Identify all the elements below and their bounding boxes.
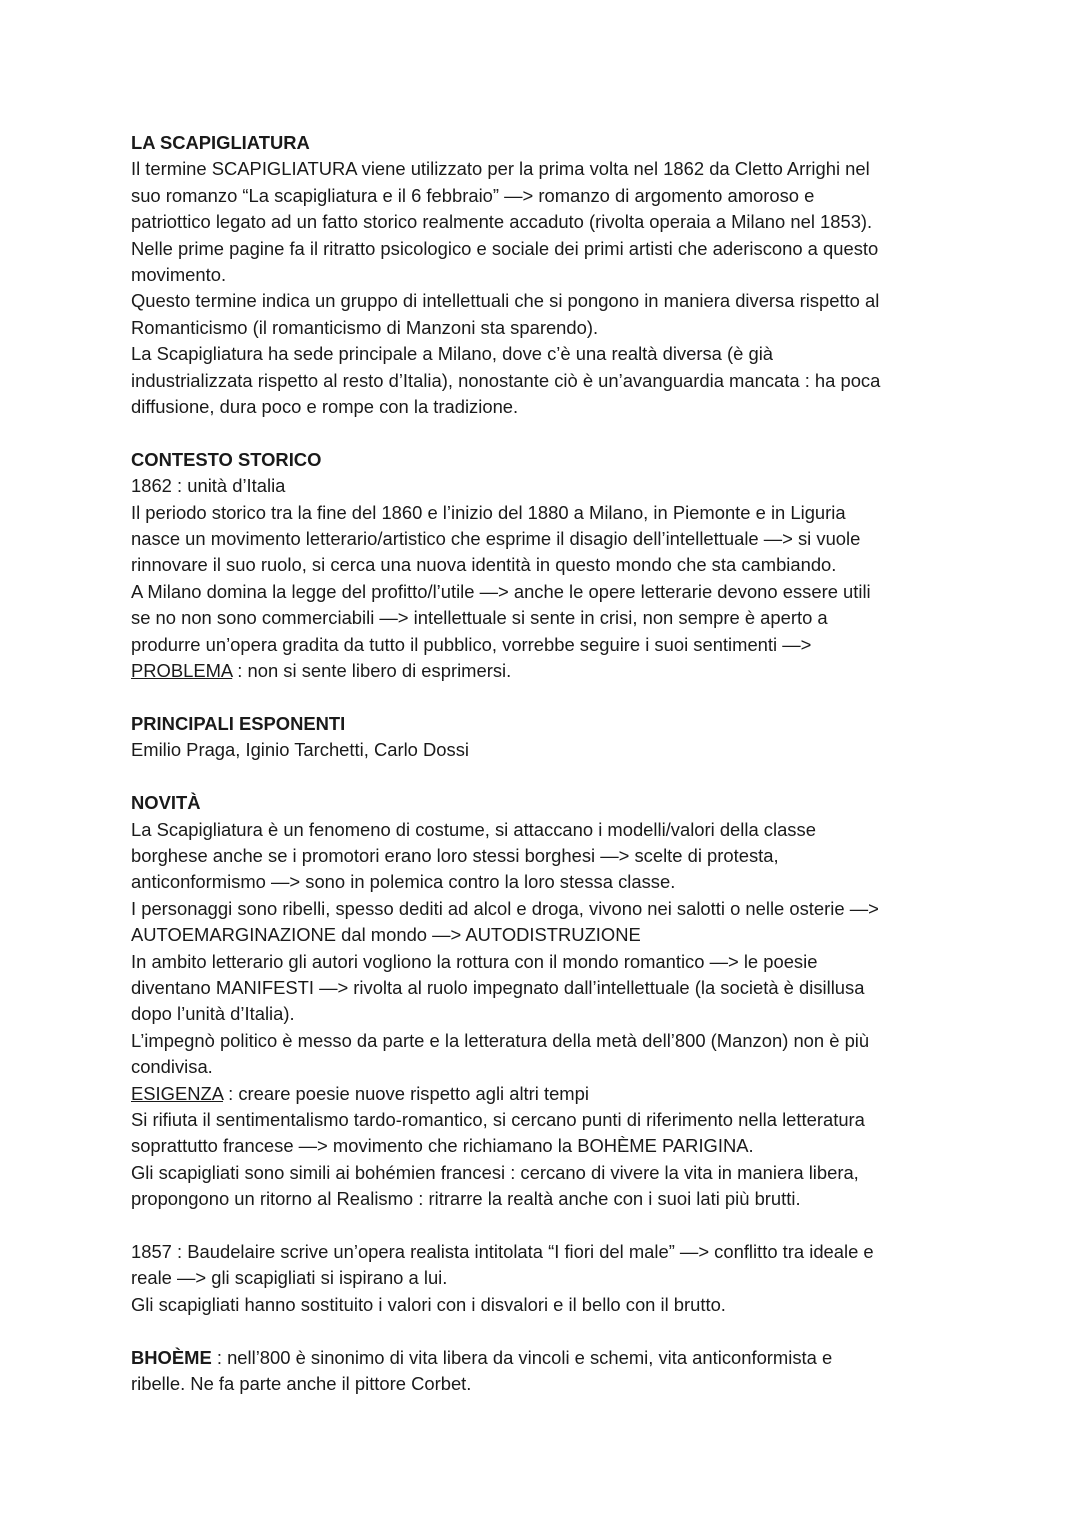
- paragraph-line: La Scapigliatura ha sede principale a Milano, dove c’è una realtà diversa (è già: [131, 343, 774, 365]
- paragraph-line: nasce un movimento letterario/artistico che esprime il disagio dell’intellettuale —> si vuole: [131, 528, 861, 550]
- heading-novita: NOVITÀ: [131, 792, 201, 814]
- paragraph-line: L’impegnò politico è messo da parte e la letteratura della metà dell’800 (Manzon) non è più: [131, 1029, 870, 1051]
- section-novita: [131, 790, 961, 1213]
- heading-principali-esponenti: PRINCIPALI ESPONENTI: [131, 712, 346, 734]
- paragraph-line: suo romanzo “La scapigliatura e il 6 febbraio” —> romanzo di argomento amoroso e: [131, 184, 815, 206]
- section-principali-esponenti: [131, 711, 961, 764]
- paragraph-line: Romanticismo (il romanticismo di Manzoni sta sparendo).: [131, 316, 599, 338]
- paragraph-line: ribelle. Ne fa parte anche il pittore Corbet.: [131, 1373, 472, 1395]
- paragraph-line: produrre un’opera gradita da tutto il pubblico, vorrebbe seguire i suoi sentimenti —>: [131, 633, 812, 655]
- paragraph-line: Si rifiuta il sentimentalismo tardo-romantico, si cercano punti di riferimento nella letteratura: [131, 1108, 865, 1130]
- paragraph-line: industrializzata rispetto al resto d’Italia), nonostante ciò è un’avanguardia mancata : ha poca: [131, 369, 881, 391]
- paragraph-line: condivisa.: [131, 1056, 213, 1078]
- paragraph-line: Emilio Praga, Iginio Tarchetti, Carlo Dossi: [131, 739, 469, 761]
- heading-contesto-storico: CONTESTO STORICO: [131, 448, 322, 470]
- paragraph-line: Il periodo storico tra la fine del 1860 e l’inizio del 1880 a Milano, in Piemonte e in Liguria: [131, 501, 846, 523]
- paragraph-line: diffusione, dura poco e rompe con la tradizione.: [131, 396, 519, 418]
- paragraph-line: movimento.: [131, 264, 227, 286]
- paragraph-text: : creare poesie nuove rispetto agli altri tempi: [222, 1082, 589, 1104]
- section-boheme: [131, 1345, 961, 1398]
- paragraph-line: 1862 : unità d’Italia: [131, 475, 286, 497]
- paragraph-line: borghese anche se i promotori erano loro stessi borghesi —> scelte di protesta,: [131, 844, 779, 866]
- document-page: [131, 130, 961, 1424]
- paragraph-line: patriottico legato ad un fatto storico realmente accaduto (rivolta operaia a Milano nel 1853).: [131, 211, 873, 233]
- paragraph-line: [131, 1345, 961, 1371]
- heading-scapigliatura: LA SCAPIGLIATURA: [131, 132, 310, 153]
- paragraph-line: In ambito letterario gli autori vogliono la rottura con il mondo romantico —> le poesie: [131, 950, 818, 972]
- paragraph-text: : non si sente libero di esprimersi.: [232, 660, 512, 682]
- section-contesto-storico: [131, 447, 961, 685]
- paragraph-line: La Scapigliatura è un fenomeno di costume, si attaccano i modelli/valori della classe: [131, 818, 816, 840]
- paragraph-line: 1857 : Baudelaire scrive un’opera realista intitolata “I fiori del male” —> conflitto tra ideale e: [131, 1241, 874, 1262]
- section-baudelaire: [131, 1239, 961, 1318]
- paragraph-line: Nelle prime pagine fa il ritratto psicologico e sociale dei primi artisti che aderiscono a questo: [131, 237, 879, 259]
- section-scapigliatura: [131, 130, 961, 420]
- paragraph-text: : nell’800 è sinonimo di vita libera da vincoli e schemi, vita anticonformista e: [211, 1346, 833, 1368]
- paragraph-line: diventano MANIFESTI —> rivolta al ruolo impegnato dall’intellettuale (la società è disillusa: [131, 976, 865, 998]
- paragraph-line: AUTOEMARGINAZIONE dal mondo —> AUTODISTRUZIONE: [131, 924, 641, 946]
- paragraph-line: reale —> gli scapigliati si ispirano a lui.: [131, 1267, 448, 1289]
- paragraph-line: Il termine SCAPIGLIATURA viene utilizzato per la prima volta nel 1862 da Cletto Arrighi nel: [131, 158, 870, 180]
- underlined-term-esigenza: ESIGENZA: [131, 1082, 223, 1104]
- paragraph-line: Questo termine indica un gruppo di intellettuali che si pongono in maniera diversa rispetto al: [131, 290, 880, 312]
- paragraph-line: rinnovare il suo ruolo, si cerca una nuova identità in questo mondo che sta cambiando.: [131, 554, 837, 576]
- paragraph-line: anticonformismo —> sono in polemica contro la loro stessa classe.: [131, 871, 676, 893]
- paragraph-line: Gli scapigliati hanno sostituito i valori con i disvalori e il bello con il brutto.: [131, 1293, 726, 1315]
- paragraph-line: Gli scapigliati sono simili ai bohémien francesi : cercano di vivere la vita in maniera libera,: [131, 1161, 859, 1183]
- paragraph-line: se no non sono commerciabili —> intellettuale si sente in crisi, non sempre è aperto a: [131, 607, 828, 629]
- bold-term-boheme: BHOÈME: [131, 1346, 212, 1368]
- underlined-term-problema: PROBLEMA: [131, 660, 233, 682]
- paragraph-line: [131, 658, 961, 684]
- paragraph-line: A Milano domina la legge del profitto/l’utile —> anche le opere letterarie devono essere utili: [131, 580, 871, 602]
- paragraph-line: soprattutto francese —> movimento che richiamano la BOHÈME PARIGINA.: [131, 1135, 754, 1157]
- paragraph-line: propongono un ritorno al Realismo : ritrarre la realtà anche con i suoi lati più brutti.: [131, 1188, 801, 1210]
- paragraph-line: I personaggi sono ribelli, spesso dediti ad alcol e droga, vivono nei salotti o nelle osterie —>: [131, 897, 879, 919]
- paragraph-line: [131, 1081, 961, 1107]
- paragraph-line: dopo l’unità d’Italia).: [131, 1003, 295, 1025]
